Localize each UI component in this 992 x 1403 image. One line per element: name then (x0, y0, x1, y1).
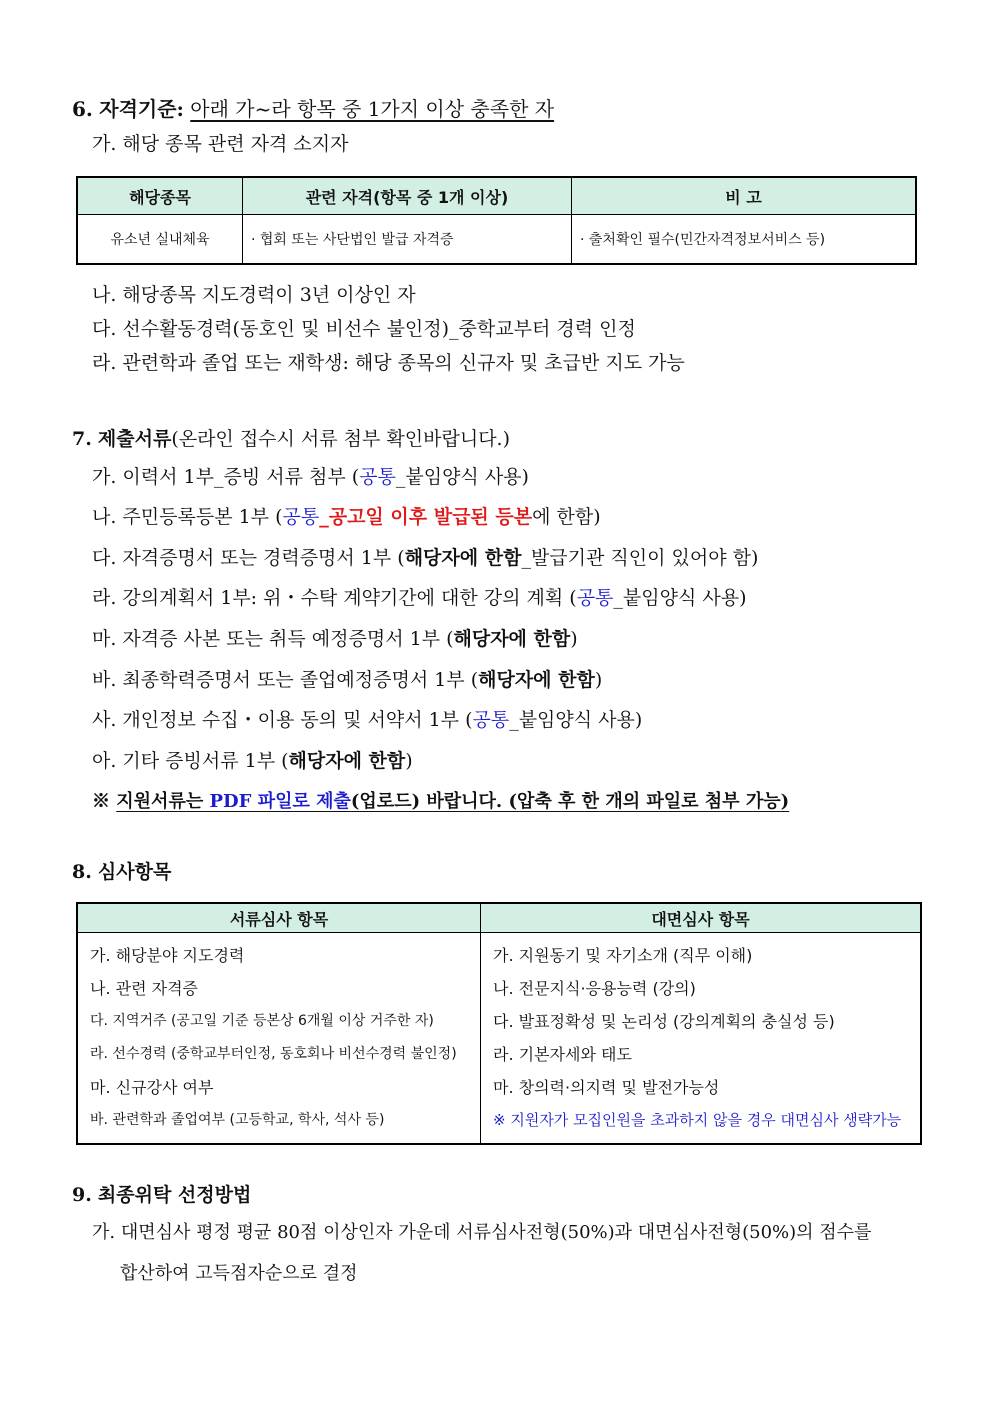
table-header-row (77, 177, 916, 215)
list-item: 나. 전문지식·응용능력 (강의) (493, 979, 696, 998)
list-item: 라. 선수경력 (중학교부터인정, 동호회나 비선수경력 불인정) (90, 1046, 457, 1062)
common-tag: 공통 (576, 587, 614, 609)
common-tag: 공통 (282, 506, 320, 528)
list-item: 가. 지원동기 및 자기소개 (직무 이해) (493, 946, 753, 965)
evaluation-table (76, 902, 922, 1145)
list-item: 나. 관련 자격증 (90, 979, 198, 998)
list-item: 다. 발표정확성 및 논리성 (강의계획의 충실성 등) (493, 1012, 835, 1031)
table-header-cell: 대면심사 항목 (481, 903, 922, 933)
common-tag: 공통 (359, 466, 396, 488)
doc-item-sa (92, 707, 642, 733)
doc-item-a (92, 748, 413, 774)
list-item: 라. 기본자세와 태도 (493, 1045, 632, 1064)
doc-item-text: _발급기관 직인이 있어야 함) (521, 547, 759, 569)
section-6-item-ga: 가. 해당 종목 관련 자격 소지자 (92, 133, 349, 155)
list-item: 다. 지역거주 (공고일 기준 등본상 6개월 이상 거주한 자) (90, 1013, 434, 1029)
doc-item-text: _붙임양식 사용) (395, 466, 529, 488)
section-7-description: (온라인 접수시 서류 첨부 확인바랍니다.) (171, 428, 511, 450)
section-6-item-ra: 라. 관련학과 졸업 또는 재학생: 해당 종목의 신규자 및 초급반 지도 가능 (92, 352, 685, 374)
section-6-item-na: 나. 해당종목 지도경력이 3년 이상인 자 (92, 284, 416, 306)
doc-item-text: 다. 자격증명서 또는 경력증명서 1부 ( (92, 547, 405, 569)
notice-blue-part: PDF 파일로 제출 (209, 791, 351, 812)
document-review-cell (77, 933, 481, 1145)
common-tag: 공통 (472, 709, 510, 731)
doc-item-text: ) (405, 750, 413, 772)
doc-item-text: 라. 강의계획서 1부: 위・수탁 계약기간에 대한 강의 계획 ( (92, 587, 577, 609)
notice-text-part: (업로드) 바랍니다. (압축 후 한 개의 파일로 첨부 가능) (350, 791, 790, 812)
table-header-cell: 서류심사 항목 (77, 903, 481, 933)
doc-item-text: 바. 최종학력증명서 또는 졸업예정증명서 1부 ( (92, 669, 479, 691)
table-cell: · 협회 또는 사단법인 발급 자격증 (243, 215, 572, 265)
bold-emphasis: 해당자에 한함 (404, 547, 522, 569)
table-cell: · 출처확인 필수(민간자격정보서비스 등) (572, 215, 917, 265)
doc-item-text: 마. 자격증 사본 또는 취득 예정증명서 1부 ( (92, 628, 454, 650)
doc-item-ra (92, 585, 747, 611)
section-6-title: 자격기준: (99, 97, 184, 121)
section-8-number: 8. (72, 861, 92, 883)
table-header-row (77, 903, 921, 933)
list-item: 마. 창의력·의지력 및 발전가능성 (493, 1078, 720, 1097)
table-row (77, 215, 916, 265)
section-9-title: 최종위탁 선정방법 (97, 1184, 252, 1206)
qualification-table (76, 176, 917, 265)
bold-emphasis: 해당자에 한함 (288, 750, 406, 772)
section-6-item-da: 다. 선수활동경력(동호인 및 비선수 불인정)_중학교부터 경력 인정 (92, 318, 636, 340)
interview-note: ※ 지원자가 모집인원을 초과하지 않을 경우 대면심사 생략가능 (493, 1111, 902, 1129)
doc-item-text: 가. 이력서 1부_증빙 서류 첨부 ( (92, 466, 360, 488)
doc-item-text: ) (594, 669, 603, 691)
doc-item-text: 에 한함) (532, 506, 601, 528)
section-8-title: 심사항목 (97, 861, 172, 883)
section-9-item-ga-line-1: 가. 대면심사 평정 평균 80점 이상인자 가운데 서류심사전형(50%)과 대면심사전형(50%)의 점수를 (92, 1222, 872, 1243)
section-6-description: 아래 가~라 항목 중 1가지 이상 충족한 자 (190, 97, 555, 121)
section-7-title: 제출서류 (97, 428, 172, 450)
doc-item-text: _붙임양식 사용) (613, 587, 747, 609)
doc-item-ma (92, 626, 578, 652)
list-item: 가. 해당분야 지도경력 (90, 946, 245, 965)
section-8-heading (72, 859, 171, 885)
section-9-number: 9. (72, 1184, 92, 1206)
bold-emphasis: 해당자에 한함 (478, 669, 595, 691)
section-6-heading (72, 96, 554, 122)
doc-item-text: ) (570, 628, 578, 650)
doc-item-na (92, 504, 601, 530)
table-header-cell: 비 고 (572, 177, 917, 215)
doc-item-text: 사. 개인정보 수집・이용 동의 및 서약서 1부 ( (92, 709, 473, 731)
section-9-heading (72, 1182, 251, 1208)
doc-item-ga (92, 464, 529, 490)
section-6-number: 6. (72, 97, 93, 121)
interview-review-cell (481, 933, 922, 1145)
section-7-number: 7. (72, 428, 92, 450)
table-header-cell: 관련 자격(항목 중 1개 이상) (243, 177, 572, 215)
doc-item-da (92, 545, 758, 571)
list-item: 마. 신규강사 여부 (90, 1078, 214, 1097)
notice-mark: ※ (92, 791, 117, 812)
section-9-item-ga-line-2: 합산하여 고득점자순으로 결정 (120, 1263, 358, 1284)
doc-item-text: 아. 기타 증빙서류 1부 ( (92, 750, 289, 772)
notice-text (116, 791, 789, 812)
red-emphasis: _공고일 이후 발급된 등본 (319, 506, 533, 528)
doc-item-ba (92, 667, 602, 693)
doc-item-text: 나. 주민등록등본 1부 ( (92, 506, 283, 528)
bold-emphasis: 해당자에 한함 (453, 628, 571, 650)
table-row (77, 933, 921, 1145)
notice-text-part: 지원서류는 (116, 791, 210, 812)
list-item: 바. 관련학과 졸업여부 (고등학교, 학사, 석사 등) (90, 1112, 385, 1128)
submission-notice (92, 789, 789, 815)
doc-item-text: _붙임양식 사용) (509, 709, 643, 731)
section-7-heading (72, 426, 510, 452)
table-cell: 유소년 실내체육 (77, 215, 243, 265)
table-header-cell: 해당종목 (77, 177, 243, 215)
